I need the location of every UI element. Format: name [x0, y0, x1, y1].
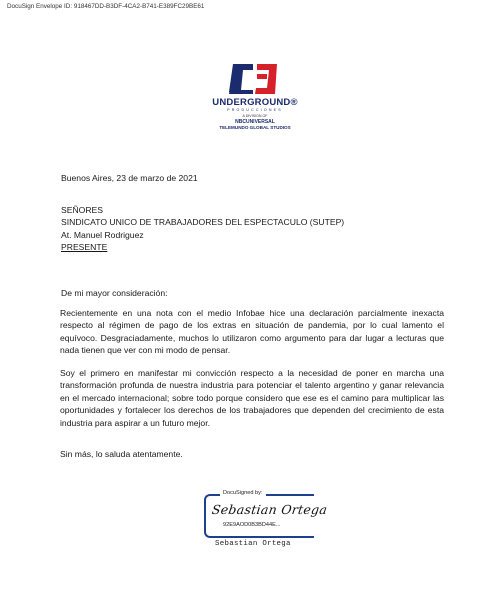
- logo-division: A DIVISION OF: [242, 114, 268, 118]
- signature-id: 92E9AOD0B3BD44E...: [223, 522, 281, 528]
- letter-date: Buenos Aires, 23 de marzo de 2021: [61, 173, 198, 183]
- body-paragraph: Recientemente en una nota con el medio Infobae hice una declaración parcialmente inexacta respecto al régimen de pago de los extras en situación de pandemia, por lo cual lamento el equívoco. Desgraciadamente, muchos lo utilizaron como argumento para dar lugar a lecturas que nada tienen que ver con mi modo de pensar.: [60, 308, 444, 356]
- recipient-line: At. Manuel Rodriguez: [61, 229, 144, 240]
- logo-name: UNDERGROUND®: [212, 97, 298, 108]
- recipient-block: [61, 204, 344, 254]
- signer-name: Sebastian Ortega: [215, 540, 291, 548]
- logo-telemundo: TELEMUNDO GLOBAL STUDIOS: [219, 125, 291, 130]
- docusign-label: DocuSigned by:: [220, 490, 266, 496]
- body-paragraph: Soy el primero en manifestar mi convicción respecto a la necesidad de poner en marcha una transformación profunda de nuestra industria para potenciar el talento argentino y ganar relevancia en el mercado internacional; sobre todo porque considero que ese es el camino para multiplicar las oportunidades y fortalecer los derechos de los trabajadores que dependen del crecimiento de esta industria para aspirar a un futuro mejor.: [60, 368, 444, 428]
- underground-logo: [205, 62, 305, 142]
- logo-nbcuniversal: NBCUNIVERSAL: [235, 119, 275, 125]
- docusign-envelope-id: DocuSign Envelope ID: 918467DD-B3DF-4CA2-B741-E389FC29BE61: [7, 3, 205, 10]
- recipient-line: SEÑORES: [61, 205, 104, 215]
- handwritten-signature: Sebastian Ortega: [210, 502, 329, 517]
- recipient-line: SINDICATO UNICO DE TRABAJADORES DEL ESPECTACULO (SUTEP): [61, 217, 345, 228]
- underground-mark-icon: [219, 62, 291, 96]
- logo-productions: PRODUCCIONES: [227, 108, 283, 112]
- greeting: De mi mayor consideración:: [61, 288, 168, 298]
- closing: Sin más, lo saluda atentamente.: [60, 449, 183, 459]
- recipient-line: PRESENTE: [61, 242, 108, 253]
